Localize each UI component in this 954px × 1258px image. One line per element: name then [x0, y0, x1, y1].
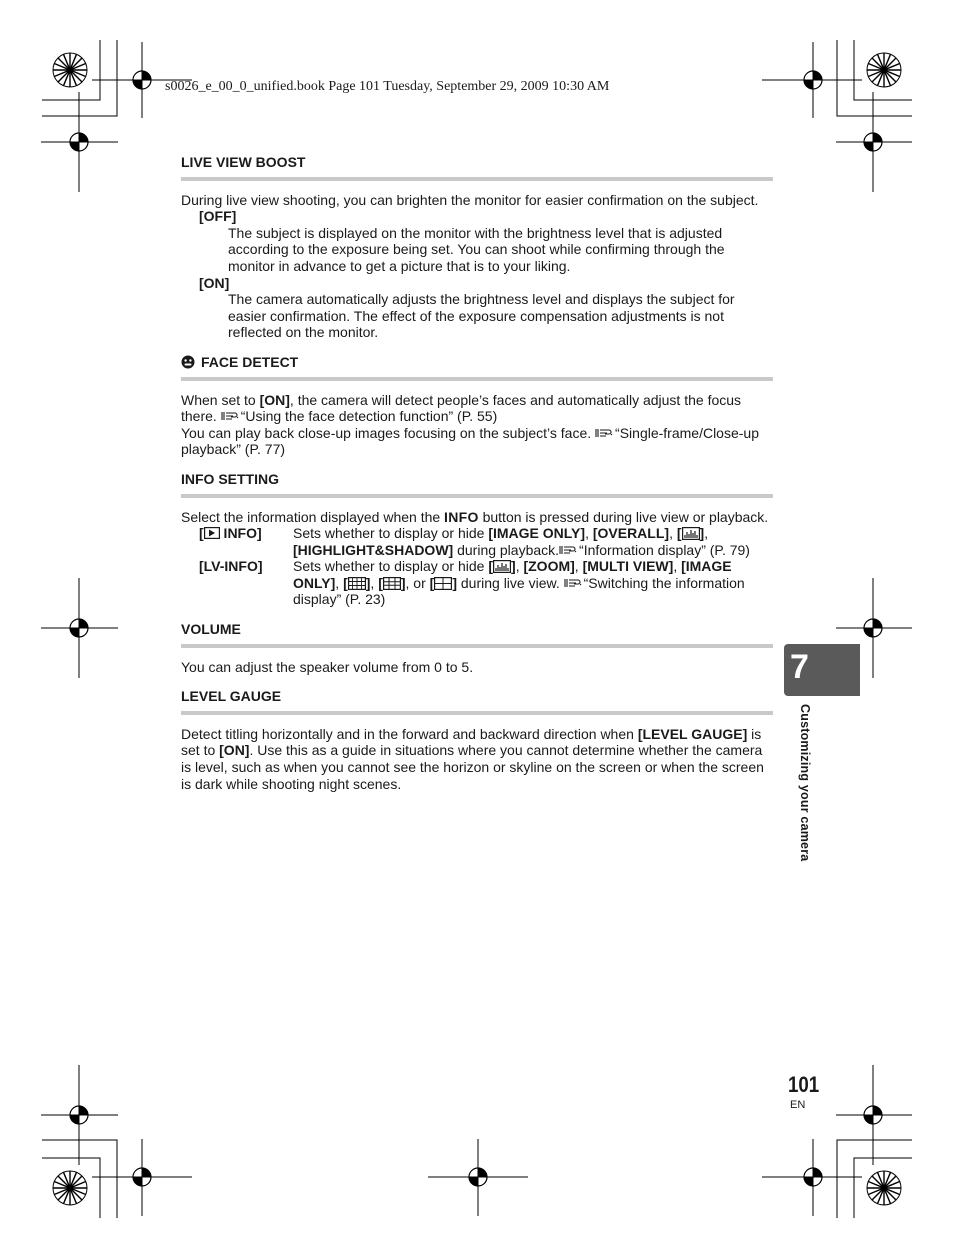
book-info-header: s0026_e_00_0_unified.book Page 101 Tuesday, September 29, 2009 10:30 AM: [165, 79, 610, 94]
section-title: INFO SETTING: [181, 470, 279, 487]
section-intro: Select the information displayed when the INFO button is pressed during live view or playback.: [181, 508, 769, 525]
section-rule: [181, 711, 773, 715]
reference-hand-icon: [221, 410, 239, 422]
option-row-playback-info: [181, 525, 773, 558]
section-title: FACE DETECT: [201, 353, 299, 370]
grid-icon: [383, 577, 401, 590]
option-desc-off: The subject is displayed on the monitor with the brightness level that is adjusted according to the exposure being set. You can shoot while confirming through the monitor in advance to get a picture that is to your liking.: [228, 224, 725, 274]
face-detect-icon: [181, 355, 195, 369]
face-detect-para-1: When set to [ON], the camera will detect people’s faces and automatically adjust the focus there. “Using the face detection function” (P. 55): [181, 391, 742, 425]
histogram-icon: [682, 527, 700, 540]
section-live-view-boost: [181, 154, 773, 341]
language-code: EN: [790, 1099, 806, 1111]
page-content: [181, 154, 773, 805]
section-rule: [181, 494, 773, 498]
reference-link[interactable]: “Single-frame/Close-up playback” (P. 77): [181, 424, 759, 458]
reference-hand-icon: [559, 544, 577, 556]
reference-link[interactable]: “Switching the information display” (P. 23): [293, 574, 745, 608]
option-row-lv-info: [181, 558, 773, 608]
chapter-title-vertical: Customizing your camera: [798, 704, 812, 862]
grid-icon: [348, 577, 366, 590]
info-button-label: INFO: [444, 508, 479, 525]
page-number: 101: [788, 1072, 820, 1097]
section-title: LIVE VIEW BOOST: [181, 154, 306, 170]
reference-hand-icon: [595, 427, 613, 439]
reference-link[interactable]: “Using the face detection function” (P. 55): [240, 408, 498, 425]
section-intro: During live view shooting, you can brighten the monitor for easier confirmation on the subject.: [181, 191, 759, 208]
section-text: Detect titling horizontally and in the forward and backward direction when [LEVEL GAUGE] is set to [ON]. Use this as a guide in situations where you cannot determine whether the camera is level, such as when you cannot see the horizon or skyline on the screen or when the screen is dark while shooting night scenes.: [181, 725, 764, 792]
section-title: VOLUME: [181, 621, 241, 638]
chapter-tab: [784, 644, 860, 696]
option-label-on: [ON]: [199, 274, 230, 291]
section-rule: [181, 177, 773, 181]
section-title: LEVEL GAUGE: [181, 688, 282, 705]
option-label-lv-info: [LV-INFO]: [199, 558, 263, 575]
reference-hand-icon: [564, 577, 582, 589]
option-desc-playback-info: Sets whether to display or hide [IMAGE ONLY], [OVERALL], [ ], [HIGHLIGHT&SHADOW] during playback. “Information display” (P. 79): [293, 525, 750, 558]
chapter-number: 7: [790, 648, 809, 686]
section-info-setting: [181, 471, 773, 608]
option-desc-on: The camera automatically adjusts the brightness level and displays the subject for easier confirmation. The effect of the exposure compensation adjustments is not reflected on the monitor.: [228, 291, 735, 341]
histogram-icon: [493, 560, 511, 573]
section-text: You can adjust the speaker volume from 0 to 5.: [181, 658, 474, 675]
section-face-detect: [181, 354, 773, 458]
section-volume: [181, 621, 773, 675]
option-label-off: [OFF]: [199, 208, 237, 225]
reference-link[interactable]: “Information display” (P. 79): [579, 541, 750, 558]
section-rule: [181, 644, 773, 648]
section-level-gauge: [181, 688, 773, 792]
face-detect-para-2: You can play back close-up images focusing on the subject’s face. “Single-frame/Close-up playback” (P. 77): [181, 424, 759, 458]
section-heading: [181, 354, 773, 377]
grid-icon: [434, 577, 452, 590]
option-desc-lv-info: Sets whether to display or hide [ ], [ZOOM], [MULTI VIEW], [IMAGE ONLY], [ ], [ ], or [ ] during live view. “Switching the information display” (P. 23): [293, 558, 745, 608]
section-rule: [181, 377, 773, 381]
playback-icon: [204, 527, 220, 539]
option-label-playback-info: [ INFO]: [199, 525, 262, 542]
